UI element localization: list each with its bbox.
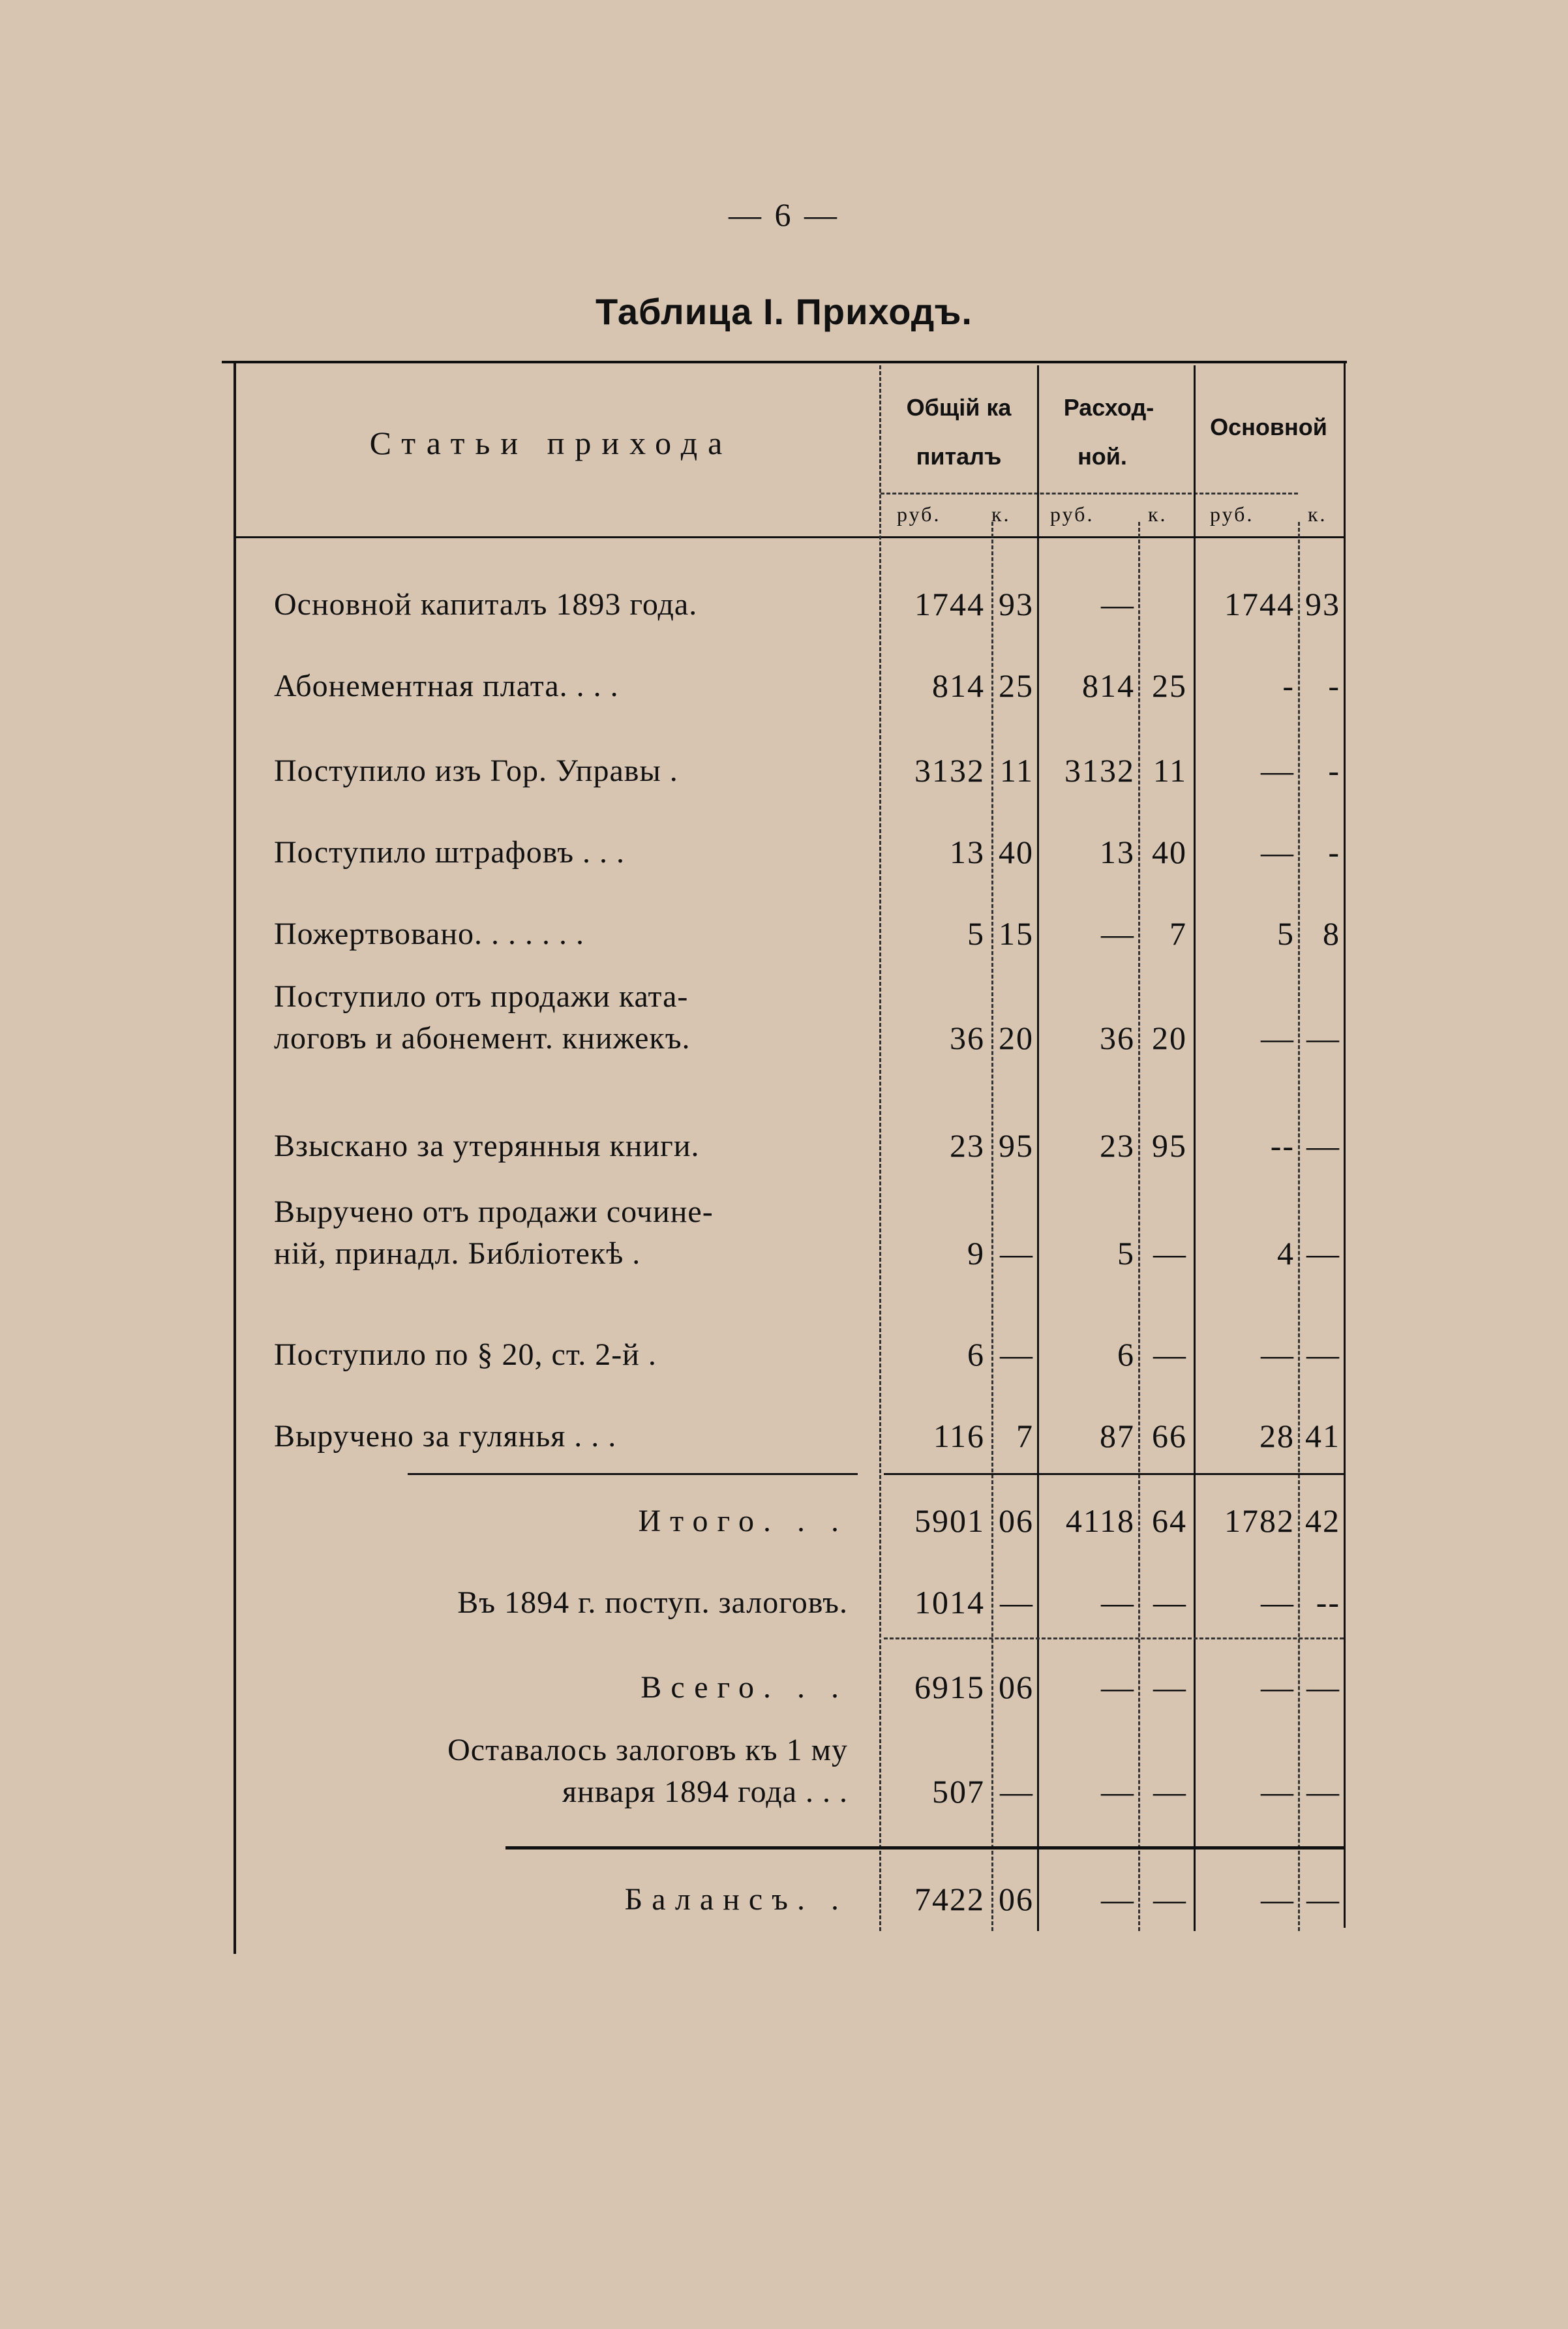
total-kop-cell: 7 (1016, 1418, 1034, 1454)
expense-rub-cell: 87 (1100, 1418, 1135, 1454)
expense-rub-cell: 23 (1100, 1127, 1135, 1164)
expense-rub-cell: — (1101, 1669, 1135, 1705)
total-kop-cell: 25 (999, 667, 1034, 704)
row-label: Поступило изъ Гор. Управы . (274, 754, 678, 788)
total-kop-cell: — (1000, 1336, 1034, 1373)
total-rub-cell: 5 (967, 915, 985, 952)
expense-rub-cell: 36 (1100, 1020, 1135, 1056)
expense-kop-cell: — (1153, 1584, 1187, 1621)
capital-kop-cell: — (1306, 1773, 1340, 1810)
capital-kop-cell: — (1306, 1020, 1340, 1056)
capital-rub-cell: -- (1270, 1127, 1295, 1164)
col2-right-sep (1194, 365, 1196, 1931)
capital-kop-cell: — (1306, 1235, 1340, 1271)
expense-rub-cell: 814 (1082, 667, 1135, 704)
capital-kop-cell: — (1306, 1336, 1340, 1373)
expense-kop-cell: — (1153, 1235, 1187, 1271)
expense-rub-cell: — (1101, 1773, 1135, 1810)
expense-kop-cell: — (1153, 1773, 1187, 1810)
row-label: Въ 1894 г. поступ. залоговъ. (457, 1585, 848, 1620)
total-rub-cell: 6915 (914, 1669, 985, 1705)
subtotal-rule-left (408, 1473, 858, 1475)
expense-rub-cell: — (1101, 586, 1135, 622)
row-label-line1: Оставалось залоговъ къ 1 му (447, 1733, 848, 1767)
row-label: Итого. . . (638, 1504, 848, 1538)
expense-rub-cell: 4118 (1065, 1502, 1135, 1539)
capital-rub-cell: — (1261, 1669, 1295, 1705)
capital-rub-cell: — (1261, 1773, 1295, 1810)
capital-kop-cell: - (1328, 834, 1340, 870)
expense-rub-cell: 5 (1117, 1235, 1135, 1271)
total-kop-cell: — (1000, 1773, 1034, 1810)
header-col-capital: Основной (1210, 414, 1327, 440)
total-rub-cell: 1744 (914, 586, 985, 622)
total-rub-cell: 814 (932, 667, 985, 704)
capital-rub-cell: — (1261, 834, 1295, 870)
row-label: Поступило по § 20, ст. 2-й . (274, 1337, 657, 1372)
header-items-label: Статьи прихода (369, 425, 733, 461)
total-kop-cell: 06 (999, 1669, 1034, 1705)
row-label: Балансъ. . (624, 1882, 848, 1917)
subtotal-rule (884, 1473, 1344, 1475)
table-right-border (1344, 362, 1346, 1928)
unit-k: к. (1148, 502, 1168, 526)
capital-kop-cell: — (1306, 1127, 1340, 1164)
capital-kop-cell: -- (1316, 1584, 1340, 1621)
expense-kop-cell: 95 (1152, 1127, 1187, 1164)
expense-kop-cell: 66 (1152, 1418, 1187, 1454)
row-label-line1: Выручено отъ продажи сочине- (274, 1195, 714, 1229)
row-label: Абонементная плата. . . . (274, 669, 619, 703)
row-label: Взыскано за утерянныя книги. (274, 1129, 700, 1163)
capital-rub-cell: 1782 (1224, 1502, 1295, 1539)
row-label: Пожертвовано. . . . . . . (274, 917, 585, 951)
total-rub-cell: 7422 (914, 1881, 985, 1917)
header-bottom-rule (235, 536, 1344, 538)
expense-kop-cell: 25 (1152, 667, 1187, 704)
header-col-expense-line2: ной. (1078, 443, 1127, 470)
capital-rub-cell: — (1261, 1584, 1295, 1621)
capital-rub-cell: 28 (1259, 1418, 1295, 1454)
capital-kop-cell: 93 (1305, 586, 1340, 622)
total-kop-cell: 93 (999, 586, 1034, 622)
table-title: Таблица I. Приходъ. (596, 291, 972, 332)
expense-kop-cell: — (1153, 1336, 1187, 1373)
deposits-rule (884, 1637, 1344, 1639)
expense-rub-cell: 6 (1117, 1336, 1135, 1373)
expense-kop-cell: — (1153, 1669, 1187, 1705)
row-label: Поступило штрафовъ . . . (274, 835, 626, 870)
capital-rub-cell: 4 (1277, 1235, 1295, 1271)
col1-kop-sep (991, 522, 993, 1931)
total-kop-cell: 40 (999, 834, 1034, 870)
capital-kop-cell: 41 (1305, 1418, 1340, 1454)
row-label-line2: ній, принадл. Библіотекѣ . (274, 1236, 641, 1271)
col1-right-sep (1037, 365, 1039, 1931)
row-label: Выручено за гулянья . . . (274, 1419, 617, 1454)
capital-rub-cell: — (1261, 1336, 1295, 1373)
capital-kop-cell: - (1328, 752, 1340, 789)
row-label-line1: Поступило отъ продажи ката- (274, 979, 689, 1014)
capital-kop-cell: 42 (1305, 1502, 1340, 1539)
total-kop-cell: — (1000, 1584, 1034, 1621)
expense-kop-cell: 64 (1152, 1502, 1187, 1539)
expense-rub-cell: — (1101, 1881, 1135, 1917)
expense-kop-cell: 7 (1169, 915, 1187, 952)
page-number: — 6 — (729, 196, 839, 233)
capital-rub-cell: 5 (1277, 915, 1295, 952)
total-rub-cell: 9 (967, 1235, 985, 1271)
capital-kop-cell: 8 (1323, 915, 1340, 952)
total-rub-cell: 116 (933, 1418, 985, 1454)
unit-rub: руб. (1050, 502, 1094, 526)
unit-rub: руб. (1210, 502, 1254, 526)
capital-rub-cell: — (1261, 1881, 1295, 1917)
expense-rub-cell: 13 (1100, 834, 1135, 870)
unit-k: к. (991, 502, 1011, 526)
total-kop-cell: 11 (999, 752, 1034, 789)
header-col-total-line2: питалъ (916, 443, 1002, 470)
total-rub-cell: 5901 (914, 1502, 985, 1539)
capital-kop-cell: — (1306, 1669, 1340, 1705)
capital-rub-cell: — (1261, 1020, 1295, 1056)
total-rub-cell: 13 (950, 834, 985, 870)
header-col-total-line1: Общій ка (906, 394, 1012, 421)
header-col-expense-line1: Расход- (1063, 394, 1154, 421)
capital-rub-cell: 1744 (1224, 586, 1295, 622)
row-label-line2: января 1894 года . . . (562, 1774, 848, 1809)
total-kop-cell: 95 (999, 1127, 1034, 1164)
total-kop-cell: — (1000, 1235, 1034, 1271)
table-top-rule (222, 361, 1347, 363)
total-kop-cell: 20 (999, 1020, 1034, 1056)
expense-rub-cell: 3132 (1064, 752, 1135, 789)
row-label: Всего. . . (641, 1670, 848, 1705)
capital-rub-cell: - (1282, 667, 1295, 704)
total-rub-cell: 23 (950, 1127, 985, 1164)
capital-kop-cell: — (1306, 1881, 1340, 1917)
header-subrule (881, 493, 1298, 495)
expense-kop-cell: 20 (1152, 1020, 1187, 1056)
unit-k: к. (1308, 502, 1327, 526)
total-rub-cell: 6 (967, 1336, 985, 1373)
expense-rub-cell: — (1101, 1584, 1135, 1621)
col3-kop-sep (1298, 522, 1300, 1931)
total-rub-cell: 1014 (914, 1584, 985, 1621)
row-label: Основной капиталъ 1893 года. (274, 587, 698, 622)
balance-rule (505, 1846, 1344, 1850)
expense-kop-cell: — (1153, 1881, 1187, 1917)
capital-kop-cell: - (1328, 667, 1340, 704)
table-left-border (234, 362, 236, 1954)
col1-left-sep (879, 365, 881, 1931)
total-rub-cell: 507 (932, 1773, 985, 1810)
total-kop-cell: 15 (999, 915, 1034, 952)
expense-kop-cell: 11 (1153, 752, 1187, 789)
total-rub-cell: 36 (950, 1020, 985, 1056)
capital-rub-cell: — (1261, 752, 1295, 789)
expense-kop-cell: 40 (1152, 834, 1187, 870)
expense-rub-cell: — (1101, 915, 1135, 952)
col2-kop-sep (1138, 522, 1140, 1931)
total-kop-cell: 06 (999, 1502, 1034, 1539)
unit-rub: руб. (897, 502, 941, 526)
total-rub-cell: 3132 (914, 752, 985, 789)
row-label-line2: логовъ и абонемент. книжекъ. (274, 1021, 691, 1056)
total-kop-cell: 06 (999, 1881, 1034, 1917)
